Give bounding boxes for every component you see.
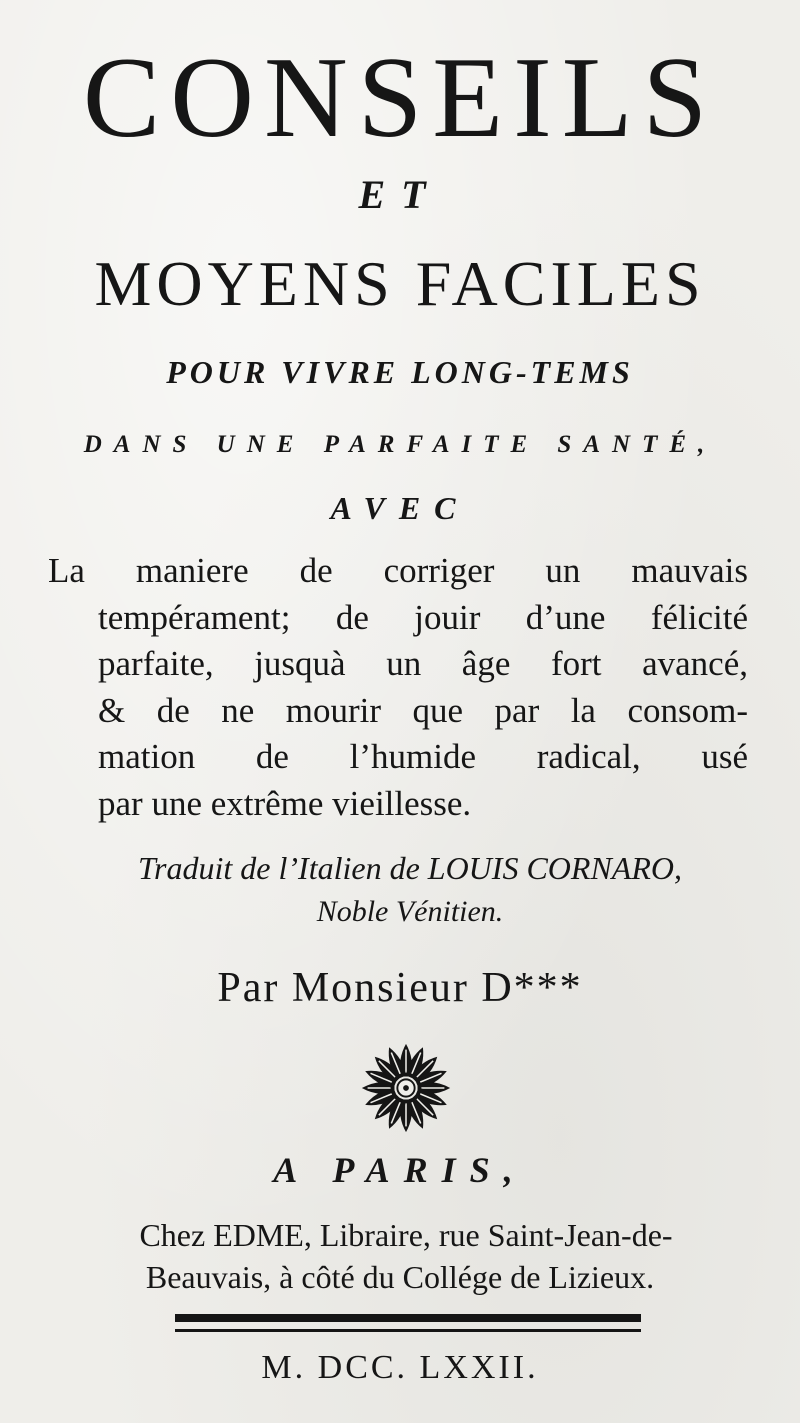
flower-ornament-icon	[358, 1040, 454, 1136]
subtitle-parfaite-sante: DANS UNE PARFAITE SANTÉ,	[83, 431, 717, 458]
title-moyens-faciles: MOYENS FACILES	[94, 248, 706, 319]
place-of-publication: A PARIS,	[273, 1150, 527, 1190]
double-rule-thin	[175, 1329, 641, 1332]
description-line: parfaite, jusquà un âge fort avancé,	[98, 644, 748, 683]
description-paragraph	[48, 548, 748, 827]
description-line: La maniere de corriger un mauvais	[48, 551, 748, 590]
description-line: tempérament; de jouir d’une félicité	[98, 597, 748, 637]
publication-date: M. DCC. LXXII.	[261, 1349, 539, 1386]
imprint-line: Chez EDME, Libraire, rue Saint-Jean-de-	[139, 1217, 673, 1253]
imprint-line: Beauvais, à côté du Collége de Lizieux.	[145, 1259, 655, 1295]
double-rule-thick	[175, 1314, 641, 1322]
subtitle-avec: AVEC	[330, 490, 470, 526]
author-line: Par Monsieur D***	[217, 965, 583, 1011]
translator-origin: Noble Vénitien.	[316, 895, 504, 928]
description-line: & de ne mourir que par la consom-	[98, 690, 748, 730]
translation-credit: Traduit de l’Italien de LOUIS CORNARO,	[138, 850, 682, 886]
subtitle-pour-vivre: POUR VIVRE LONG-TEMS	[166, 354, 634, 390]
description-line: par une extrême vieillesse.	[98, 783, 472, 823]
title-et: ET	[358, 172, 442, 217]
title-conseils: CONSEILS	[82, 34, 718, 162]
description-line: mation de l’humide radical, usé	[98, 737, 748, 776]
